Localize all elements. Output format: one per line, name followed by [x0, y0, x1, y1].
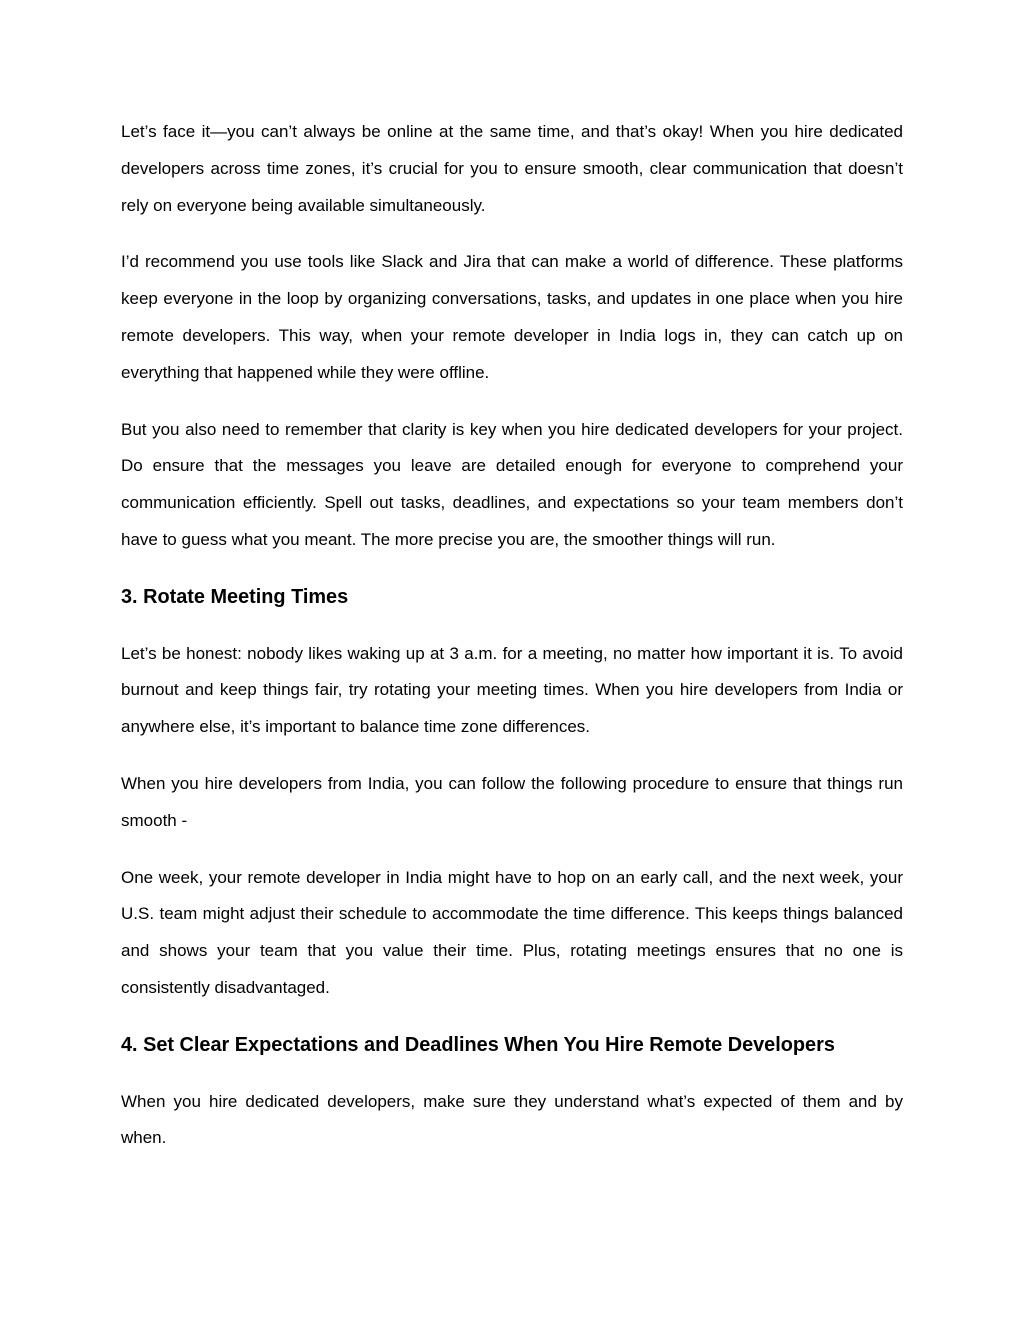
paragraph-procedure: When you hire developers from India, you can follow the following procedure to ensure that things run smooth -: [121, 773, 903, 830]
paragraph-clarity: But you also need to remember that clarity is key when you hire dedicated developers for your project. Do ensure that the messages you leave are detailed enough for everyone to comprehend your communication efficiently. Spell out tasks, deadlines, and expectations so your team members don’t have to guess what you meant. The more precise you are, the smoother things will run.: [121, 419, 903, 549]
document-page: [121, 114, 903, 1177]
section-heading-rotate-meetings: 3. Rotate Meeting Times: [121, 585, 349, 608]
paragraph-rotation-example: One week, your remote developer in India might have to hop on an early call, and the next week, your U.S. team might adjust their schedule to accommodate the time difference. This keeps things balanced and shows your team that you value their time. Plus, rotating meetings ensures that no one is consistently disadvantaged.: [121, 867, 903, 997]
paragraph-rotate-meetings: Let’s be honest: nobody likes waking up at 3 a.m. for a meeting, no matter how important it is. To avoid burnout and keep things fair, try rotating your meeting times. When you hire developers from India or anywhere else, it’s important to balance time zone differences.: [121, 643, 903, 737]
paragraph-expectations: When you hire dedicated developers, make sure they understand what’s expected of them and by when.: [121, 1091, 903, 1148]
paragraph-tools-slack-jira: I’d recommend you use tools like Slack and Jira that can make a world of difference. These platforms keep everyone in the loop by organizing conversations, tasks, and updates in one place when you hire remote developers. This way, when your remote developer in India logs in, they can catch up on everything that happened while they were offline.: [121, 252, 903, 382]
paragraph-async-communication: Let’s face it—you can’t always be online at the same time, and that’s okay! When you hire dedicated developers across time zones, it’s crucial for you to ensure smooth, clear communication that doesn’t rely on everyone being available simultaneously.: [121, 122, 903, 215]
section-heading-expectations: 4. Set Clear Expectations and Deadlines When You Hire Remote Developers: [121, 1033, 835, 1056]
